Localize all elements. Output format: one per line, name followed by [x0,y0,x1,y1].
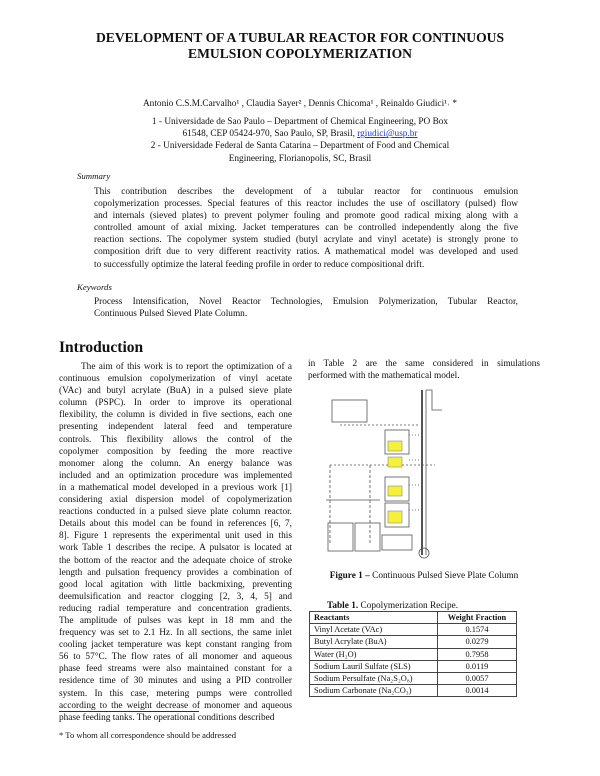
table-header-row [310,612,517,624]
text-line: column (PSPC). In order to improve its operational [59,398,292,409]
table-row [310,648,517,660]
reactant-cell: Butyl Acrylate (BuA) [310,636,438,648]
affiliations: 1 - Universidade de Sao Paulo – Department of Chemical Engineering, PO Box 61548, CEP 05424-970, Sao Paulo, SP, Brasil, rgiudici@usp.br 2 - Universidade Federal de Santa Catarina – Department of Food and Chemical Engineering, Florianopolis, SC, Brasil [150,117,450,164]
text-line: reaction sections. The copolymer system studied (butyl acrylate and vinyl acetate) is strongly prone to [94,235,518,246]
text-line: reducing radial temperature and concentration gradients. [59,603,292,614]
weight-fraction-cell: 0.0279 [438,636,517,648]
introduction-right-column [308,358,540,382]
summary-text [94,186,518,271]
section-heading-introduction: Introduction [59,339,144,356]
keywords-label: Keywords [77,282,112,292]
text-line: 8]. Figure 1 represents the experimental unit used in this [59,531,292,542]
footnote: * To whom all correspondence should be addressed [59,730,237,740]
text-line: the bottom of the reactor and the adequate choice of stroke [59,555,292,566]
weight-fraction-cell: 0.0057 [438,672,517,684]
text-line: controlled amount of axial mixing. Jacket temperatures can be controlled independently along the five [94,223,518,234]
weight-fraction-cell: 0.0119 [438,660,517,672]
text-line: cooling jacket temperature was kept constant ranging from [59,640,292,651]
text-line: deemulsification and reactor clogging [2, 3, 4, 5] and [59,591,292,602]
reactant-cell: Sodium Persulfate (Na₂S₂O₈) [310,672,438,684]
text-line: composition drift due to very different reactivity ratios. A mathematical model was developed and used [94,247,518,258]
text-line: continuous emulsion copolymerization of vinyl acetate [59,374,292,385]
text-line: phase feeding tanks. The operational conditions described [59,712,275,723]
table-row [310,685,517,697]
figure-caption: Figure 1 – Continuous Pulsed Sieve Plate Column [329,571,519,581]
weight-fraction-cell: 0.1574 [438,624,517,636]
reactant-cell: Vinyl Acetate (VAc) [310,624,438,636]
text-line: residence time of 30 minutes and using a PID controller [59,676,292,687]
table-row [310,660,517,672]
footnote-divider [59,711,199,712]
text-line: Details about this model can be found in references [6, 7, [59,519,292,530]
text-line: reactions conducted in a pulsed sieve plate column reactor. [59,507,292,518]
text-line: frequency was set to 2.1 Hz. In all sections, the same inlet [59,628,292,639]
text-line: flexibility, the column is divided in five sections, each one [59,410,292,421]
text-line: work Table 1 describes the recipe. A pulsator is located at [59,543,292,554]
table-row [310,672,517,684]
text-line: considering axial dispersion model of copolymerization [59,495,292,506]
text-line: (VAc) and butyl acrylate (BuA) in a pulsed sieve plate [59,386,292,397]
text-line: presenting independent lateral feed and temperature [59,422,292,433]
text-line: Continuous Pulsed Sieved Plate Column. [94,309,248,320]
paper-title: DEVELOPMENT OF A TUBULAR REACTOR FOR CONTINUOUS EMULSION COPOLYMERIZATION [95,30,505,61]
text-line: performed with the mathematical model. [308,371,460,382]
reactant-cell: Sodium Lauril Sulfate (SLS) [310,660,438,672]
text-line: in a mathematical model developed in a previous work [1] [59,482,292,493]
text-line: controls. This flexibility allows the control of the [59,434,292,445]
text-line: copolymerization processes. Special features of this reactor includes the use of oscillatory (pulsed) flow [94,199,518,210]
text-line: length and pulsation frequency provides a combination of [59,567,292,578]
table-caption: Table 1. Copolymerization Recipe. [327,601,459,611]
text-line: included and an optimization procedure was implemented [59,470,292,481]
text-line: phase feed streams were also maintained constant for a [59,664,292,675]
text-line: according to the weight decrease of monomer and aqueous [59,700,292,711]
authors: Antonio C.S.M.Carvalho¹ , Claudia Sayer² , Dennis Chicoma¹ , Reinaldo Giudici¹˒ * [142,99,458,109]
text-line: This contribution describes the development of a tubular reactor for continuous emulsion [94,187,518,197]
text-line: The aim of this work is to report the optimization of a [81,362,292,372]
weight-fraction-cell: 0.0014 [438,685,517,697]
header-weight-fraction: Weight Fraction [438,612,517,624]
email-link[interactable]: rgiudici@usp.br [357,129,418,140]
text-line: Process Intensification, Novel Reactor Technologies, Emulsion Polymerization, Tubular Reactor, [94,297,518,307]
text-line: and internals (sieved plates) to prevent polymer fouling and promote good radical mixing along with a [94,211,518,222]
text-line: system. In this case, metering pumps were controlled [59,688,292,699]
reactant-cell: Sodium Carbonate (Na₂CO₃) [310,685,438,697]
header-reactants: Reactants [310,612,438,624]
weight-fraction-cell: 0.7958 [438,648,517,660]
keywords-text [94,296,518,320]
text-line: monomer along the column. An energy balance was [59,458,292,469]
introduction-left-column [59,361,292,724]
recipe-table [309,611,517,697]
text-line: 56 to 57°C. The flow rates of all monomer and aqueous [59,652,292,663]
reactor-diagram-figure [320,385,460,565]
text-line: The amplitude of pulses was kept in 18 mm and the [59,615,292,626]
text-line: copolymer composition by feeding the more reactive [59,446,292,457]
summary-label: Summary [77,171,111,181]
reactant-cell: Water (H₂O) [310,648,438,660]
text-line: in Table 2 are the same considered in simulations [308,359,540,369]
table-row [310,636,517,648]
table-row [310,624,517,636]
text-line: good local agitation with little backmixing, preventing [59,579,292,590]
text-line: to successfully optimize the lateral feeding profile in order to reduce compositional drift. [94,259,425,270]
